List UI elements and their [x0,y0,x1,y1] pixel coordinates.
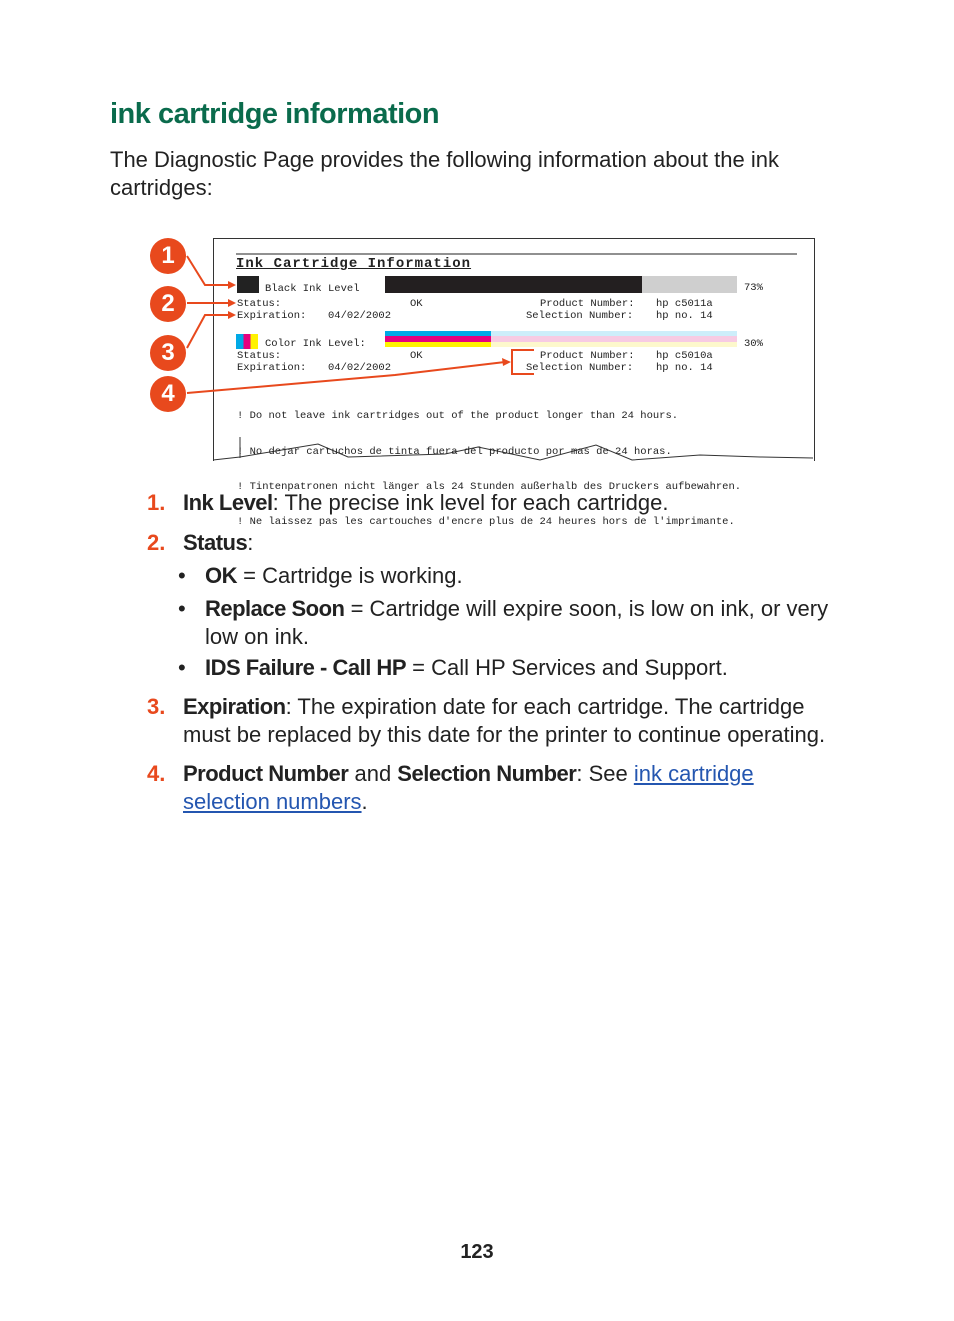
color-level-bar [385,331,737,347]
item-number: 1. [147,490,166,515]
color-selection: hp no. 14 [656,362,713,374]
item-term: Selection Number [397,761,577,786]
warnings [237,388,741,552]
bullet-text: = Cartridge will expire soon, is low on ink, or very low on ink. [205,596,829,649]
bullet-term: Replace Soon [205,596,345,621]
callout-4: 4 [150,376,186,412]
page-number: 123 [460,1241,494,1263]
callout-3-arrow [187,315,230,348]
item-number: 4. [147,761,166,786]
callout-3: 3 [150,335,186,371]
list-item-ink-level [183,489,668,517]
bullet: • [178,596,186,621]
color-label: Color Ink Level: [265,338,366,350]
callout-1-arrow [187,256,230,285]
intro-text: The Diagnostic Page provides the following information about the ink cartridges: [110,147,779,200]
item-number: 3. [147,694,166,719]
black-status-label: Status: [237,298,282,310]
page-heading: ink cartridge information [110,98,440,130]
color-selection-label: Selection Number: [526,362,634,374]
black-selection-label: Selection Number: [526,310,634,322]
item-number: 2. [147,530,166,555]
item-text: and [348,761,398,786]
warning-line: ! Do not leave ink cartridges out of the product longer than 24 hours. [237,410,679,423]
black-level-text: 73% [744,282,763,294]
black-label: Black Ink Level [265,283,360,295]
black-status: OK [410,298,423,310]
item-text: : The precise ink level for each cartridge. [272,490,669,515]
status-bullet-ok [205,562,463,590]
color-product: hp c5010a [656,350,713,362]
callout-1: 1 [150,238,186,274]
callout-2: 2 [150,286,186,322]
list-item-status [183,529,253,557]
color-status-label: Status: [237,350,282,362]
item-text: : The expiration date for each cartridge. The cartridge must be replaced by this date for the printer to continue operating. [183,694,826,747]
figure-title: Ink Cartridge Information [236,256,472,272]
warning-line: ! Ne laissez pas les cartouches d'encre plus de 24 heures hors de l'imprimante. [237,515,735,528]
color-status: OK [410,350,423,362]
black-product-label: Product Number: [540,298,635,310]
bullet-term: IDS Failure - Call HP [205,655,406,680]
black-level-fill [385,276,642,293]
black-selection: hp no. 14 [656,310,713,322]
status-bullet-replace-soon [205,595,830,651]
warning-line: ! No dejar cartuchos de tinta fuera del producto por mas de 24 horas. [237,445,672,458]
bullet: • [178,563,186,588]
color-swatch [236,334,258,349]
black-expiration-label: Expiration: [237,310,307,322]
item-term: Ink Level [183,490,273,515]
color-product-label: Product Number: [540,350,635,362]
black-product: hp c5011a [656,298,713,310]
item-text: . [361,789,368,814]
selection-numbers-link[interactable]: ink cartridge selection numbers [183,761,754,814]
black-level-bar [385,276,737,293]
item-term: Expiration [183,694,286,719]
bullet-text: = Cartridge is working. [237,563,463,588]
bullet-term: OK [205,563,237,588]
black-expiration: 04/02/2002 [328,310,392,322]
black-swatch [237,276,259,293]
bullet: • [178,655,186,680]
item-text: : See [576,761,634,786]
list-item-product-number [183,760,833,816]
item-term: Status [183,530,248,555]
color-level-text: 30% [744,338,763,350]
color-expiration-label: Expiration: [237,362,307,374]
item-term: Product Number [183,761,349,786]
yellow-track [385,342,737,347]
list-item-expiration [183,693,843,749]
color-expiration: 04/02/2002 [328,362,392,374]
yellow-fill [385,342,491,347]
warning-line: ! Tintenpatronen nicht länger als 24 Stunden außerhalb des Druckers aufbewahren. [237,480,742,493]
status-bullet-ids-failure [205,654,728,682]
bullet-text: = Call HP Services and Support. [406,655,728,680]
item-text: : [247,530,254,555]
